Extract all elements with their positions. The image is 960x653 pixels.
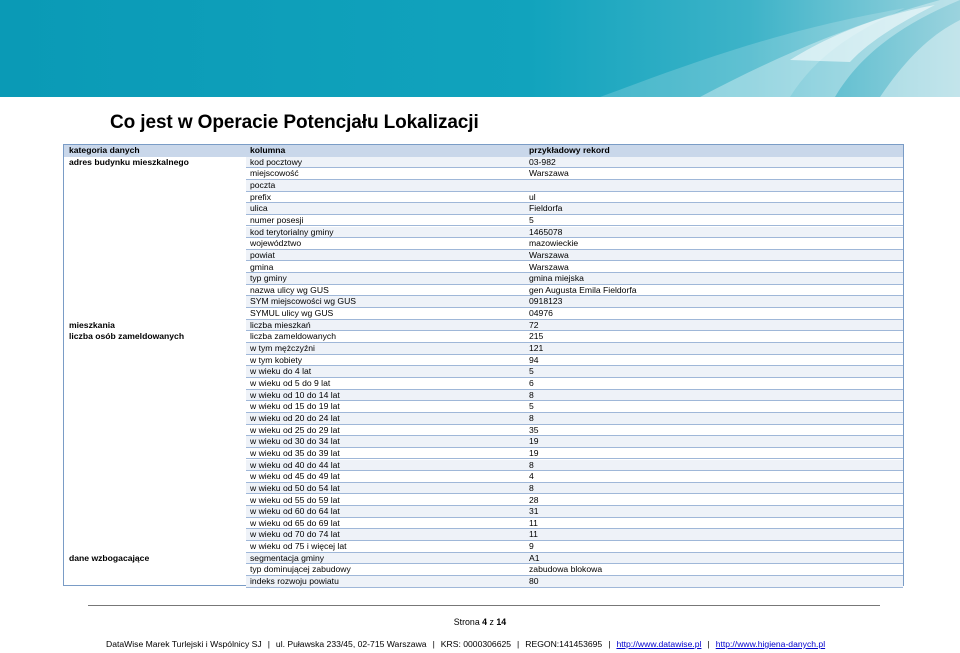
row-gridline — [246, 401, 903, 413]
table-row — [64, 576, 903, 588]
footer-divider — [88, 605, 880, 606]
row-column-name: liczba zameldowanych — [250, 331, 336, 342]
row-gridline — [246, 378, 903, 390]
row-column-name: liczba mieszkań — [250, 319, 311, 330]
row-value: 1465078 — [529, 226, 563, 237]
table-row — [64, 483, 903, 495]
row-gridline — [246, 366, 903, 378]
row-value: Warszawa — [529, 249, 569, 260]
footer-sep: | — [517, 639, 520, 649]
row-value: ul — [529, 191, 536, 202]
row-value: gen Augusta Emila Fieldorfa — [529, 284, 637, 295]
row-gridline — [246, 529, 903, 541]
row-column-name: powiat — [250, 249, 275, 260]
data-table — [63, 144, 904, 586]
row-column-name: w wieku od 10 do 14 lat — [250, 389, 340, 400]
row-column-name: w wieku od 35 do 39 lat — [250, 447, 340, 458]
row-value: Fieldorfa — [529, 203, 563, 214]
table-row — [64, 401, 903, 413]
row-gridline — [246, 495, 903, 507]
row-value: gmina miejska — [529, 273, 584, 284]
header-example: przykładowy rekord — [529, 145, 610, 155]
row-value: 0918123 — [529, 296, 563, 307]
page-number — [0, 617, 960, 627]
row-value: 94 — [529, 354, 539, 365]
footer-krs: KRS: 0000306625 — [440, 639, 512, 649]
row-value: 19 — [529, 436, 539, 447]
row-value: 5 — [529, 401, 534, 412]
row-gridline — [246, 180, 903, 192]
row-gridline — [246, 250, 903, 262]
table-row — [64, 390, 903, 402]
row-value: 215 — [529, 331, 544, 342]
row-column-name: segmentacja gminy — [250, 552, 325, 563]
row-column-name: poczta — [250, 179, 276, 190]
row-column-name: w wieku od 30 do 34 lat — [250, 436, 340, 447]
row-category: mieszkania — [69, 319, 115, 330]
row-column-name: prefix — [250, 191, 272, 202]
row-column-name: w wieku od 20 do 24 lat — [250, 412, 340, 423]
row-value: 04976 — [529, 308, 553, 319]
table-row — [64, 448, 903, 460]
row-gridline — [246, 506, 903, 518]
footer-info — [106, 639, 825, 649]
row-category: adres budynku mieszkalnego — [69, 156, 189, 167]
row-gridline — [246, 320, 903, 332]
table-row — [64, 215, 903, 227]
row-gridline — [246, 227, 903, 239]
row-gridline — [246, 215, 903, 227]
row-column-name: w wieku od 65 do 69 lat — [250, 517, 340, 528]
header-banner — [0, 0, 960, 97]
row-value: 19 — [529, 447, 539, 458]
footer-link-higiena[interactable]: http://www.higiena-danych.pl — [715, 639, 826, 649]
footer-address: ul. Puławska 233/45, 02-715 Warszawa — [275, 639, 427, 649]
row-value: 8 — [529, 389, 534, 400]
table-row — [64, 378, 903, 390]
row-column-name: gmina — [250, 261, 274, 272]
page-title: Co jest w Operacie Potencjału Lokalizacji — [110, 112, 479, 133]
row-value: Warszawa — [529, 168, 569, 179]
table-row — [64, 495, 903, 507]
table-row — [64, 436, 903, 448]
row-value: mazowieckie — [529, 238, 579, 249]
row-column-name: typ gminy — [250, 273, 287, 284]
table-row — [64, 180, 903, 192]
row-column-name: w tym mężczyźni — [250, 343, 315, 354]
row-column-name: w wieku od 55 do 59 lat — [250, 494, 340, 505]
table-row — [64, 564, 903, 576]
page-total: 14 — [496, 617, 507, 627]
row-gridline — [246, 192, 903, 204]
row-value: 80 — [529, 576, 539, 587]
row-column-name: kod terytorialny gminy — [250, 226, 334, 237]
table-header-row — [64, 145, 903, 157]
row-gridline — [246, 518, 903, 530]
row-column-name: w wieku od 15 do 19 lat — [250, 401, 340, 412]
row-gridline — [246, 436, 903, 448]
row-gridline — [246, 425, 903, 437]
row-column-name: w wieku od 5 do 9 lat — [250, 378, 331, 388]
table-row — [64, 203, 903, 215]
row-column-name: typ dominującej zabudowy — [250, 564, 351, 575]
table-row — [64, 413, 903, 425]
row-gridline — [246, 413, 903, 425]
table-row — [64, 238, 903, 250]
row-value: 72 — [529, 319, 539, 330]
row-value: 31 — [529, 506, 539, 517]
row-gridline — [246, 471, 903, 483]
header-column: kolumna — [250, 145, 286, 155]
row-value: 8 — [529, 482, 534, 493]
row-value: Warszawa — [529, 261, 569, 272]
row-value: 03-982 — [529, 156, 556, 167]
table-row — [64, 227, 903, 239]
row-gridline — [246, 355, 903, 367]
table-row — [64, 553, 903, 565]
row-column-name: w wieku od 25 do 29 lat — [250, 424, 340, 435]
row-category: dane wzbogacające — [69, 552, 150, 563]
table-row — [64, 285, 903, 297]
table-row — [64, 506, 903, 518]
row-value: 6 — [529, 378, 534, 388]
footer-sep: | — [267, 639, 270, 649]
row-gridline — [246, 308, 903, 320]
row-gridline — [246, 262, 903, 274]
footer-company: DataWise Marek Turlejski i Wspólnicy SJ — [106, 639, 262, 649]
row-column-name: SYM miejscowości wg GUS — [250, 296, 357, 307]
row-gridline — [246, 483, 903, 495]
table-row — [64, 168, 903, 180]
page-of: z — [489, 617, 494, 627]
table-row — [64, 320, 903, 332]
row-value: 8 — [529, 412, 534, 423]
row-column-name: w wieku od 40 do 44 lat — [250, 459, 340, 470]
row-column-name: w wieku od 70 do 74 lat — [250, 529, 340, 540]
table-row — [64, 250, 903, 262]
row-value: 11 — [529, 517, 538, 528]
row-value: 5 — [529, 366, 534, 377]
page-prefix: Strona — [453, 617, 480, 627]
row-value: 9 — [529, 541, 534, 552]
row-column-name: w tym kobiety — [250, 354, 303, 365]
row-column-name: miejscowość — [250, 168, 299, 179]
footer-link-datawise[interactable]: http://www.datawise.pl — [616, 639, 702, 649]
row-value: 11 — [529, 529, 538, 540]
row-gridline — [246, 203, 903, 215]
row-column-name: w wieku od 75 i więcej lat — [250, 541, 347, 552]
row-gridline — [246, 157, 903, 169]
row-category: liczba osób zameldowanych — [69, 331, 185, 342]
table-row — [64, 262, 903, 274]
row-column-name: indeks rozwoju powiatu — [250, 576, 339, 587]
table-row — [64, 460, 903, 472]
row-gridline — [246, 390, 903, 402]
row-gridline — [246, 460, 903, 472]
row-value: 8 — [529, 459, 534, 470]
row-column-name: kod pocztowy — [250, 156, 303, 167]
table-row — [64, 518, 903, 530]
row-value: 121 — [529, 343, 544, 354]
row-column-name: ulica — [250, 203, 268, 214]
row-gridline — [246, 168, 903, 180]
table-row — [64, 308, 903, 320]
footer-sep: | — [707, 639, 710, 649]
page-current: 4 — [482, 617, 488, 627]
row-column-name: w wieku od 45 do 49 lat — [250, 471, 340, 482]
row-value: 28 — [529, 494, 539, 505]
header-category: kategoria danych — [69, 145, 140, 155]
row-column-name: w wieku od 60 do 64 lat — [250, 506, 340, 517]
row-gridline — [246, 331, 903, 343]
footer-regon: REGON:141453695 — [525, 639, 603, 649]
row-column-name: w wieku od 50 do 54 lat — [250, 482, 340, 493]
table-row — [64, 541, 903, 553]
row-column-name: województwo — [250, 238, 302, 249]
table-row — [64, 471, 903, 483]
footer-sep: | — [432, 639, 435, 649]
row-gridline — [246, 553, 903, 565]
table-row — [64, 355, 903, 367]
table-row — [64, 273, 903, 285]
row-value: zabudowa blokowa — [529, 564, 603, 575]
table-row — [64, 529, 903, 541]
row-value: 4 — [529, 471, 534, 482]
row-value: A1 — [529, 552, 540, 563]
bird-wave-decoration-icon — [0, 0, 960, 97]
table-row — [64, 331, 903, 343]
footer-sep: | — [608, 639, 611, 649]
row-column-name: nazwa ulicy wg GUS — [250, 284, 329, 295]
row-gridline — [246, 343, 903, 355]
row-column-name: w wieku do 4 lat — [250, 366, 312, 377]
table-row — [64, 296, 903, 308]
row-gridline — [246, 576, 903, 588]
row-gridline — [246, 448, 903, 460]
table-row — [64, 192, 903, 204]
row-value: 35 — [529, 424, 539, 435]
row-value: 5 — [529, 214, 534, 225]
row-column-name: SYMUL ulicy wg GUS — [250, 308, 334, 319]
table-row — [64, 366, 903, 378]
table-row — [64, 425, 903, 437]
row-column-name: numer posesji — [250, 214, 304, 225]
table-row — [64, 157, 903, 169]
table-row — [64, 343, 903, 355]
